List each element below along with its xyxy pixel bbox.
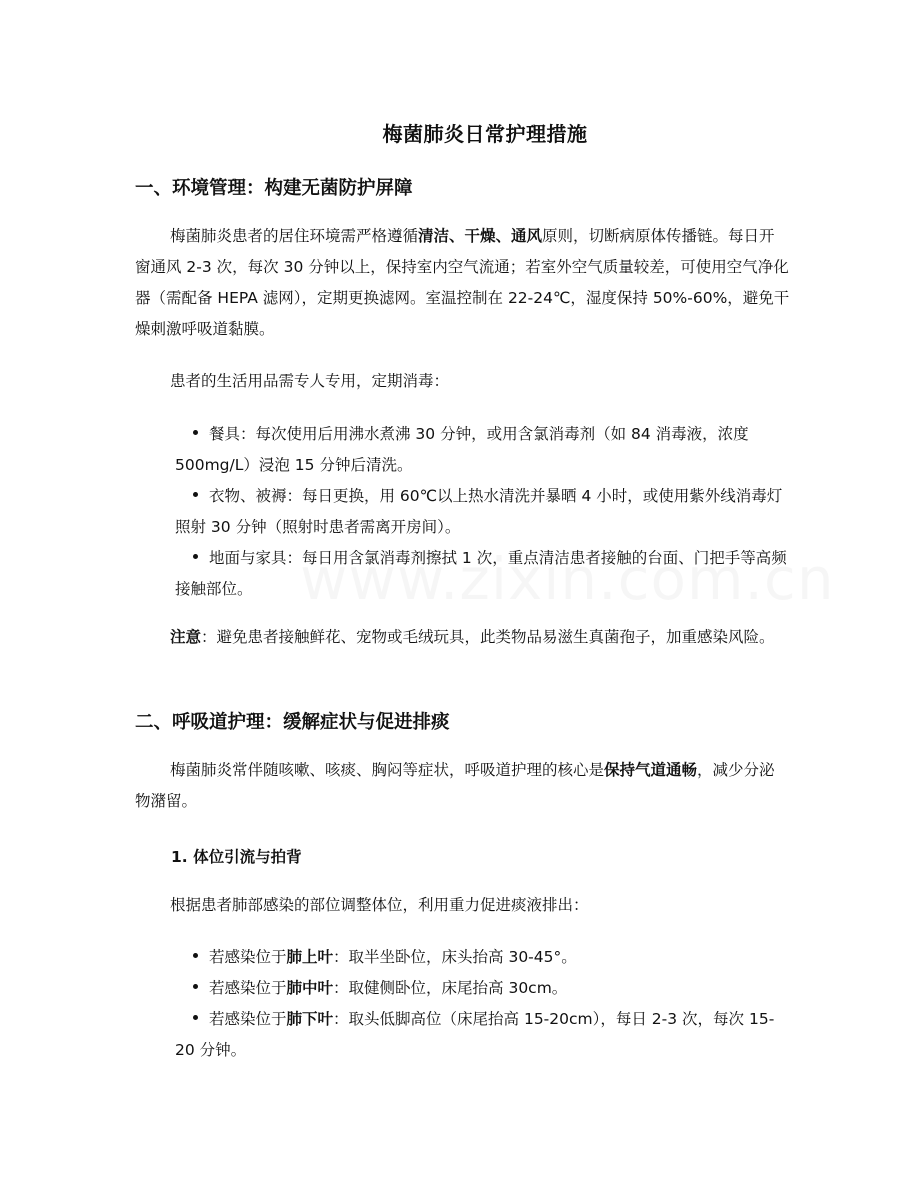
bullet-icon [193,430,198,435]
text: ：取健侧卧位，床尾抬高 30cm。 [333,979,568,997]
subsection-heading-postural-drainage: 1. 体位引流与拍背 [171,848,302,866]
text: ：取头低脚高位（床尾抬高 15-20cm），每日 2-3 次，每次 15-20 分钟。 [175,1010,775,1059]
bullet-icon [193,984,198,989]
emphasis: 肺下叶 [286,1010,334,1028]
emphasis: 清洁、干燥、通风 [418,227,543,245]
list-item [175,1004,790,1066]
emphasis: 保持气道通畅 [604,761,698,779]
bullet-icon [193,554,198,559]
posture-list [175,942,790,1066]
list-item [175,419,790,481]
disinfection-list [175,419,790,605]
paragraph-postural-intro: 根据患者肺部感染的部位调整体位，利用重力促进痰液排出： [170,896,589,914]
text: 原则，切断病原体传播链。每日开窗通风 2-3 次，每次 30 分钟以上，保持室内空气流通；若室外空气质量较差，可使用空气净化器（需配备 HEPA 滤网），定期更换滤网。室温控制在 22-24℃，湿度保持 50%-60%，避免干燥刺激呼吸道黏膜。 [135,227,790,338]
bullet-icon [193,1015,198,1020]
text: ：取半坐卧位，床头抬高 30-45°。 [333,948,577,966]
section-heading-respiratory: 二、呼吸道护理：缓解症状与促进排痰 [135,712,450,733]
text: 若感染位于 [209,1010,287,1028]
text: ，减少分泌物潴留。 [135,761,775,810]
document-title: 梅菌肺炎日常护理措施 [382,122,588,146]
note-text: ：避免患者接触鲜花、宠物或毛绒玩具，此类物品易滋生真菌孢子，加重感染风险。 [201,628,775,646]
note-label: 注意 [170,628,202,646]
list-item-text: 衣物、被褥：每日更换，用 60℃以上热水清洗并暴晒 4 小时，或使用紫外线消毒灯照射 30 分钟（照射时患者需离开房间）。 [175,487,783,536]
list-item [175,481,790,543]
paragraph-environment [135,221,790,345]
bullet-icon [193,953,198,958]
bullet-icon [193,492,198,497]
emphasis: 肺上叶 [286,948,334,966]
text: 梅菌肺炎常伴随咳嗽、咳痰、胸闷等症状，呼吸道护理的核心是 [170,761,605,779]
list-item [175,543,790,605]
paragraph-note [135,622,790,653]
text: 若感染位于 [209,948,287,966]
section-heading-environment: 一、环境管理：构建无菌防护屏障 [135,178,413,199]
text: 若感染位于 [209,979,287,997]
list-item [175,942,790,973]
emphasis: 肺中叶 [286,979,334,997]
text: 梅菌肺炎患者的居住环境需严格遵循 [170,227,419,245]
list-item-text: 地面与家具：每日用含氯消毒剂擦拭 1 次，重点清洁患者接触的台面、门把手等高频接触部位。 [175,549,787,598]
list-item [175,973,790,1004]
paragraph-supplies: 患者的生活用品需专人专用，定期消毒： [170,372,450,390]
list-item-text: 餐具：每次使用后用沸水煮沸 30 分钟，或用含氯消毒剂（如 84 消毒液，浓度 500mg/L）浸泡 15 分钟后清洗。 [175,425,749,474]
paragraph-respiratory [135,755,790,817]
